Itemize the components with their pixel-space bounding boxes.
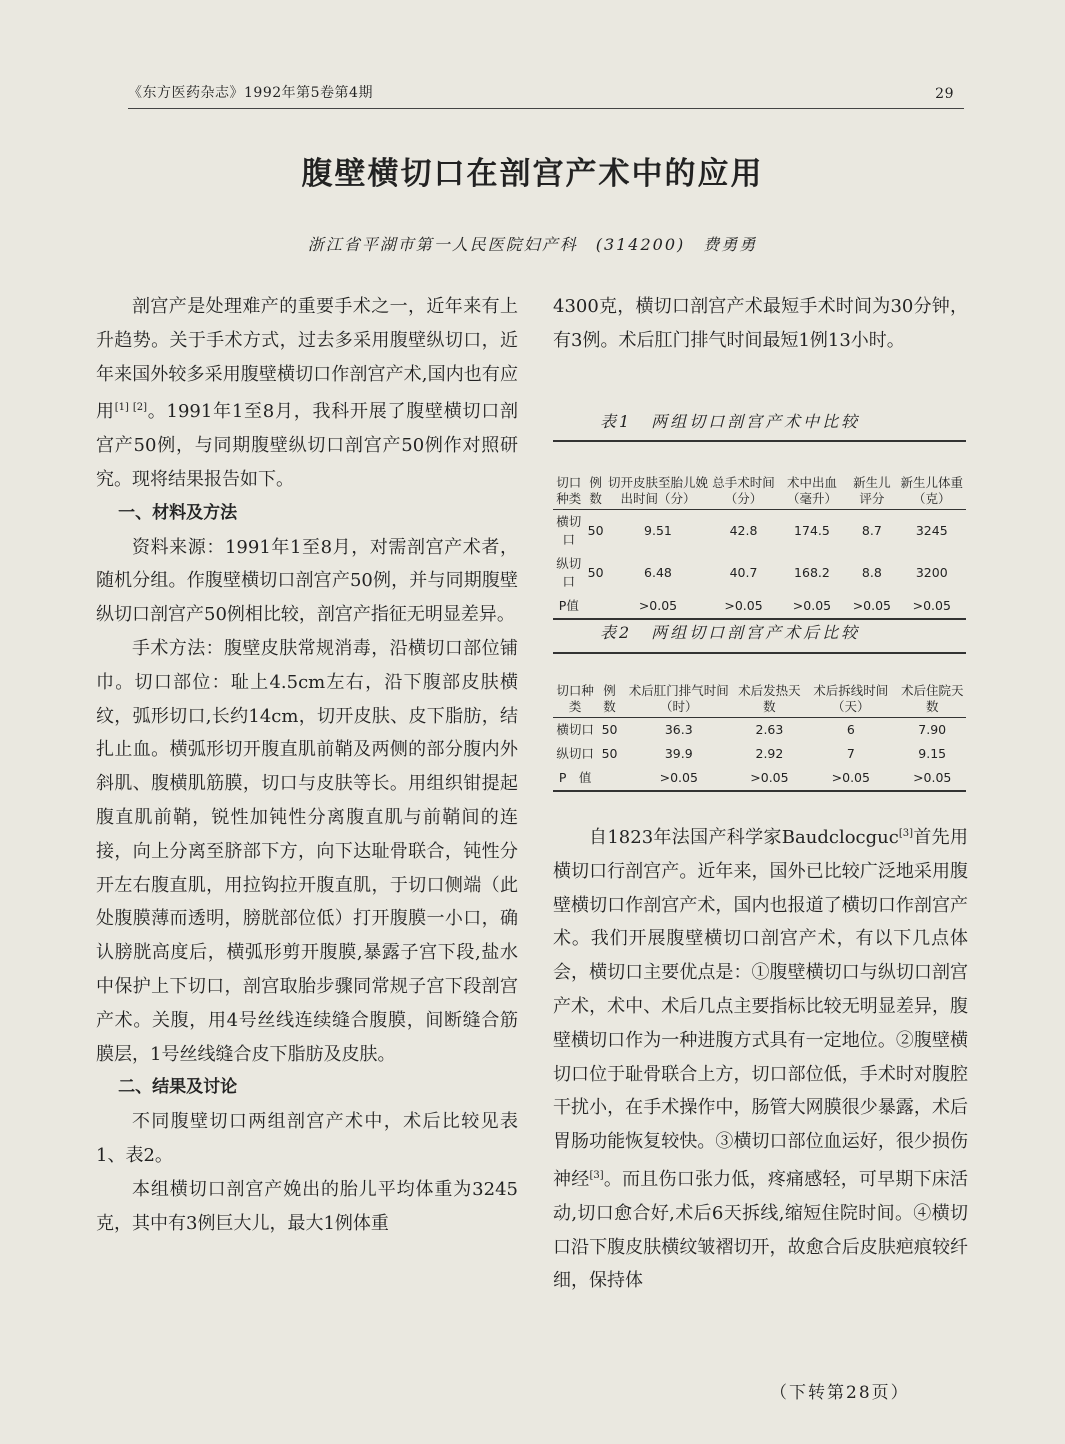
table-header: 切口种类 [556, 474, 582, 506]
table-header: 例数 [603, 682, 616, 714]
running-header [128, 80, 964, 109]
materials-paragraph: 资料来源：1991年1至8月，对需剖宫产术者，随机分组。作腹壁横切口剖宫产50例，并与同期腹壁纵切口剖宫产50例相比较，剖宫产指征无明显差异。 [96, 536, 518, 626]
table-header: 术后住院天数 [900, 682, 964, 714]
table-row: 横切口 50 36.3 2.63 6 7.90 [556, 721, 947, 737]
results-paragraph: 本组横切口剖宫产娩出的胎儿平均体重为3245克，其中有3例巨大儿，最大1例体重 [96, 1178, 518, 1234]
table-header: 术后肛门排气时间（时） [628, 682, 729, 714]
intro-paragraph: 剖宫产是处理难产的重要手术之一，近年来有上升趋势。关于手术方式，过去多采用腹壁纵切口，近年来国外较多采用腹壁横切口作剖宫产术,国内也有应用[1] [2]。1991年1至8月，我科开展了腹壁横切口剖宫产50例，与同期腹壁纵切口剖宫产50例作对照研究。现将结果报告如下。 [96, 296, 519, 490]
right-column-top [553, 290, 968, 358]
table-header: 术中出血（毫升） [786, 474, 837, 506]
discussion-paragraph: 自1823年法国产科学家Baudclocguc[3]首先用横切口行剖宫产。近年来，国外已比较广泛地采用腹壁横切口作剖宫产术，国内也报道了横切口作剖宫产术。我们开展腹壁横切口剖宫产术，有以下几点体会，横切口主要优点是：①腹壁横切口与纵切口剖宫产术，术中、术后几点主要指标比较无明显差异，腹壁横切口作为一种进腹方式具有一定地位。②腹壁横切口位于耻骨联合上方，切口部位低，手术时对腹腔干扰小，在手术操作中，肠管大网膜很少暴露，术后胃肠功能恢复较快。③横切口部位血运好，很少损伤神经[3]。而且伤口张力低，疼痛感轻，可早期下床活动,切口愈合好,术后6天拆线,缩短住院时间。④横切口沿下腹皮肤横纹皱褶切开，故愈合后皮肤疤痕较纤细，保持体 [553, 827, 969, 1292]
page-number: 29 [935, 86, 954, 102]
table2-caption: 表2 两组切口剖宫产术后比较 [600, 623, 861, 642]
table-row: 纵切口 50 39.9 2.92 7 9.15 [556, 745, 947, 761]
section-heading-methods: 一、材料及方法 [118, 502, 238, 523]
table-row: 纵切口 50 6.48 40.7 168.2 8.8 3200 [556, 555, 948, 589]
author-affiliation: 浙江省平湖市第一人民医院妇产科 (314200) 费勇勇 [307, 235, 758, 254]
right-column-discussion [553, 817, 968, 1298]
table-header: 总手术时间（分） [712, 474, 775, 506]
table-header: 术后发热天数 [738, 682, 801, 714]
table1 [553, 440, 966, 620]
continued-note: （下转第28页） [770, 1383, 910, 1403]
table-row: 横切口 50 9.51 42.8 174.5 8.7 3245 [556, 513, 948, 547]
table-header: 新生儿评分 [853, 474, 891, 506]
table-header: 切开皮肤至胎儿娩出时间（分） [607, 474, 708, 506]
method-paragraph: 手术方法：腹壁皮肤常规消毒，沿横切口部位铺巾。切口部位：耻上4.5cm左右，沿下腹部皮肤横纹，弧形切口,长约14cm，切开皮肤、皮下脂肪，结扎止血。横弧形切开腹直肌前鞘及两侧的部分腹内外斜肌、腹横肌筋膜，切口与皮肤等长。用组织钳提起腹直肌前鞘，锐性加钝性分离腹直肌与前鞘间的连接，向上分离至脐部下方，向下达耻骨联合，钝性分开左右腹直肌，用拉钩拉开腹直肌，于切口侧端（此处腹膜薄而透明，膀胱部位低）打开腹膜一小口，确认膀胱高度后，横弧形剪开腹膜,暴露子宫下段,盐水中保护上下切口，剖宫取胎步骤同常规子宫下段剖宫产术。关腹，用4号丝线连续缝合腹膜，间断缝合筋膜层，1号丝线缝合皮下脂肪及皮肤。 [96, 637, 518, 1065]
left-column [96, 290, 518, 1240]
table-header: 例数 [589, 474, 602, 506]
article-title: 腹壁横切口在剖宫产术中的应用 [301, 156, 764, 192]
journal-name: 《东方医药杂志》1992年第5卷第4期 [128, 85, 373, 101]
table2 [553, 652, 966, 792]
table-row: P值 >0.05 >0.05 >0.05 >0.05 >0.05 [553, 594, 966, 619]
citation: [1] [2] [114, 402, 148, 414]
results-paragraph: 不同腹壁切口两组剖宫产术中，术后比较见表1、表2。 [96, 1111, 518, 1166]
table-header: 术后拆线时间（天） [813, 682, 889, 714]
citation: [3] [589, 1169, 604, 1181]
table-header: 新生儿体重（克） [900, 474, 964, 506]
table-header: 切口种类 [556, 682, 594, 714]
continuation-paragraph: 4300克，横切口剖宫产术最短手术时间为30分钟，有3例。术后肛门排气时间最短1例13小时。 [553, 296, 968, 351]
table1-caption: 表1 两组切口剖宫产术中比较 [600, 412, 861, 431]
citation: [3] [898, 828, 913, 839]
table-row: P 值 >0.05 >0.05 >0.05 >0.05 [553, 766, 966, 791]
section-heading-results: 二、结果及讨论 [118, 1077, 238, 1098]
